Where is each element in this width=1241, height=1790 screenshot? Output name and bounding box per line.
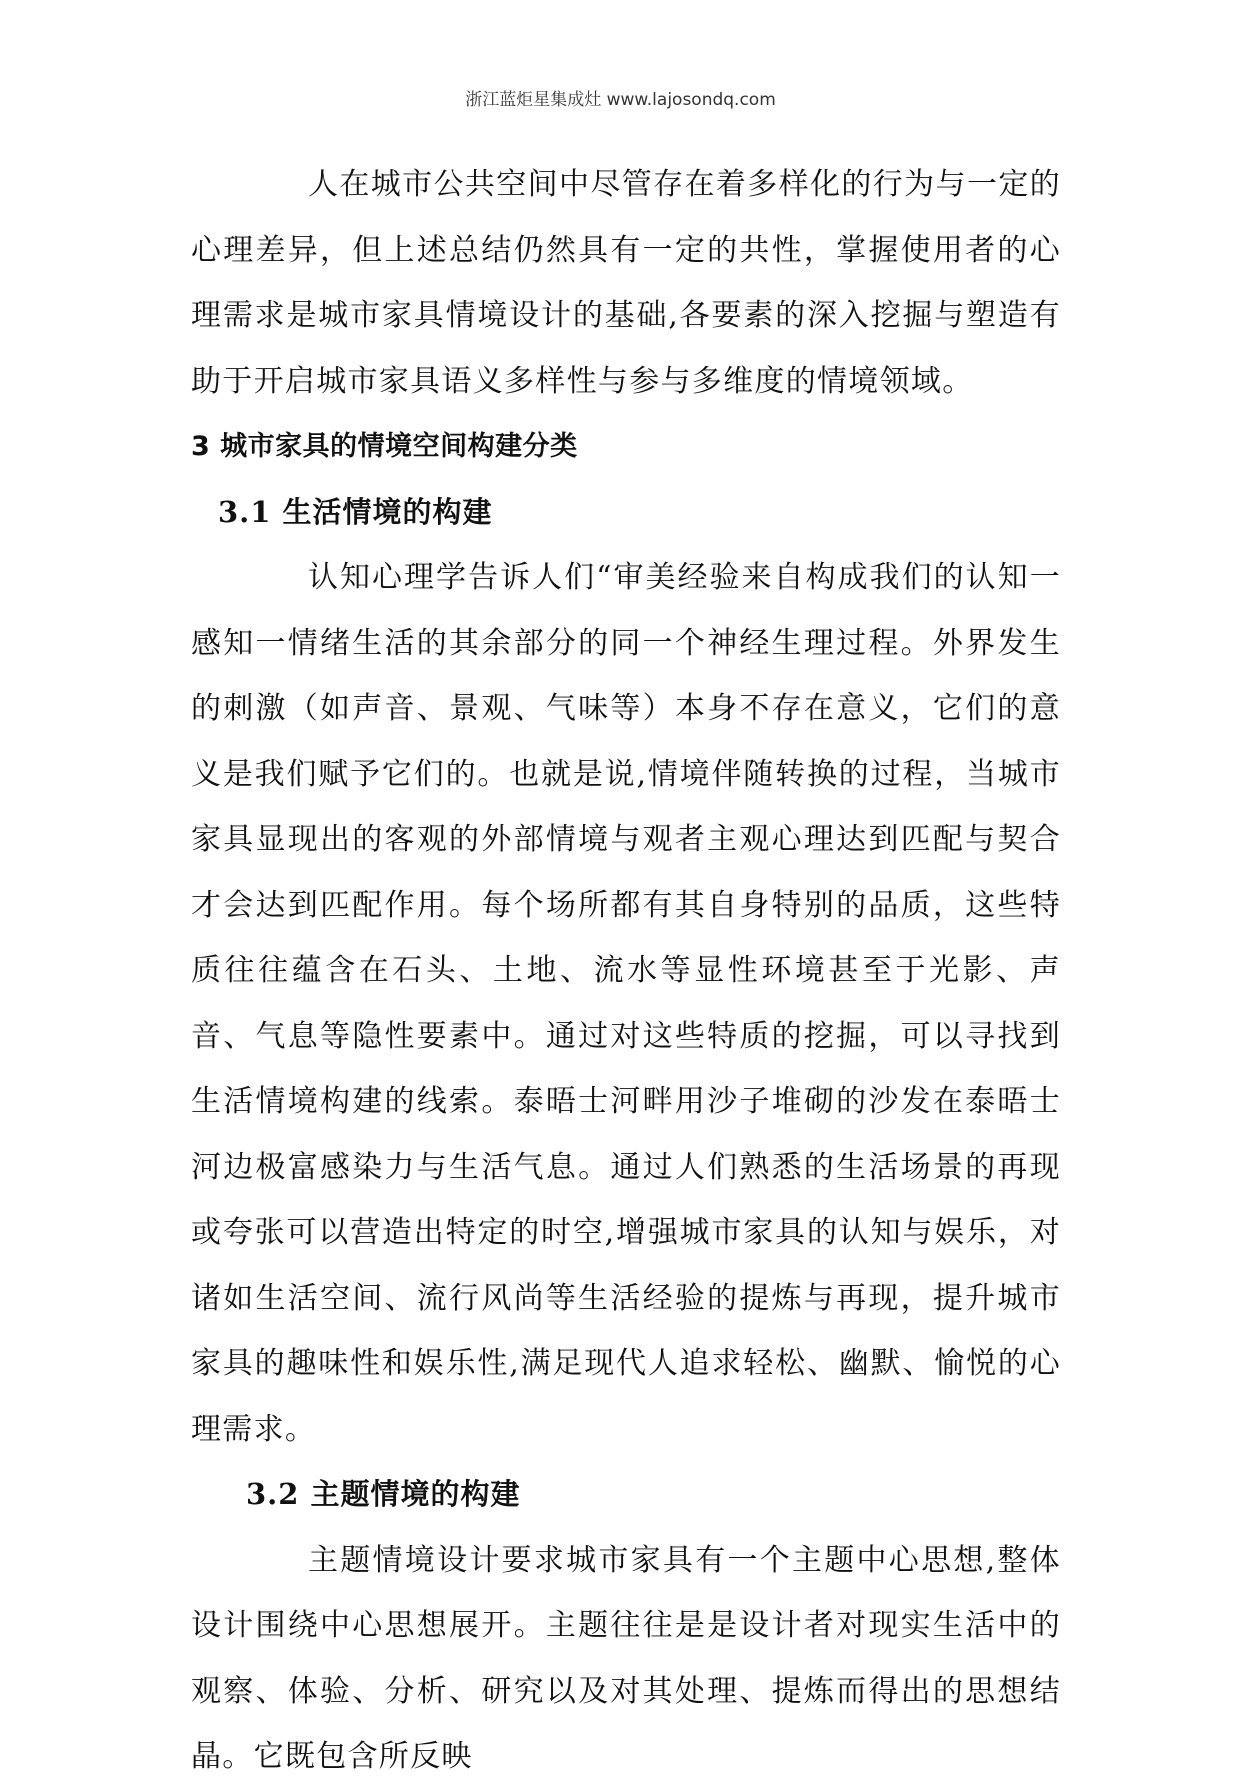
- section-3-2-paragraph: 主题情境设计要求城市家具有一个主题中心思想,整体设计围绕中心思想展开。主题往往是是设计者对现实生活中的观察、体验、分析、研究以及对其处理、提炼而得出的思想结晶。它既包含所反映: [191, 1542, 1061, 1774]
- intro-paragraph: 人在城市公共空间中尽管存在着多样化的行为与一定的心理差异，但上述总结仍然具有一定的共性，掌握使用者的心理需求是城市家具情境设计的基础,各要素的深入挖掘与塑造有助于开启城市家具语义多样性与参与多维度的情境领域。: [191, 167, 1061, 399]
- page-header: 浙江蓝炬星集成灶 www.lajosondq.com: [465, 90, 776, 110]
- section-3-1-heading: 3.1 生活情境的构建: [218, 494, 493, 529]
- document-body: [191, 152, 1061, 1790]
- section-3-2-heading: 3.2 主题情境的构建: [246, 1477, 521, 1511]
- section-3-1-paragraph: 认知心理学告诉人们“审美经验来自构成我们的认知一感知一情绪生活的其余部分的同一个神经生理过程。外界发生的刺激（如声音、景观、气味等）本身不存在意义，它们的意义是我们赋予它们的。也就是说,情境伴随转换的过程，当城市家具显现出的客观的外部情境与观者主观心理达到匹配与契合才会达到匹配作用。每个场所都有其自身特别的品质，这些特质往往蕴含在石头、土地、流水等显性环境甚至于光影、声音、气息等隐性要素中。通过对这些特质的挖掘，可以寻找到生活情境构建的线索。泰晤士河畔用沙子堆砌的沙发在泰晤士河边极富感染力与生活气息。通过人们熟悉的生活场景的再现或夸张可以营造出特定的时空,增强城市家具的认知与娱乐，对诸如生活空间、流行风尚等生活经验的提炼与再现，提升城市家具的趣味性和娱乐性,满足现代人追求轻松、幽默、愉悦的心理需求。: [191, 560, 1061, 1447]
- section-3-heading: 3 城市家具的情境空间构建分类: [191, 431, 578, 462]
